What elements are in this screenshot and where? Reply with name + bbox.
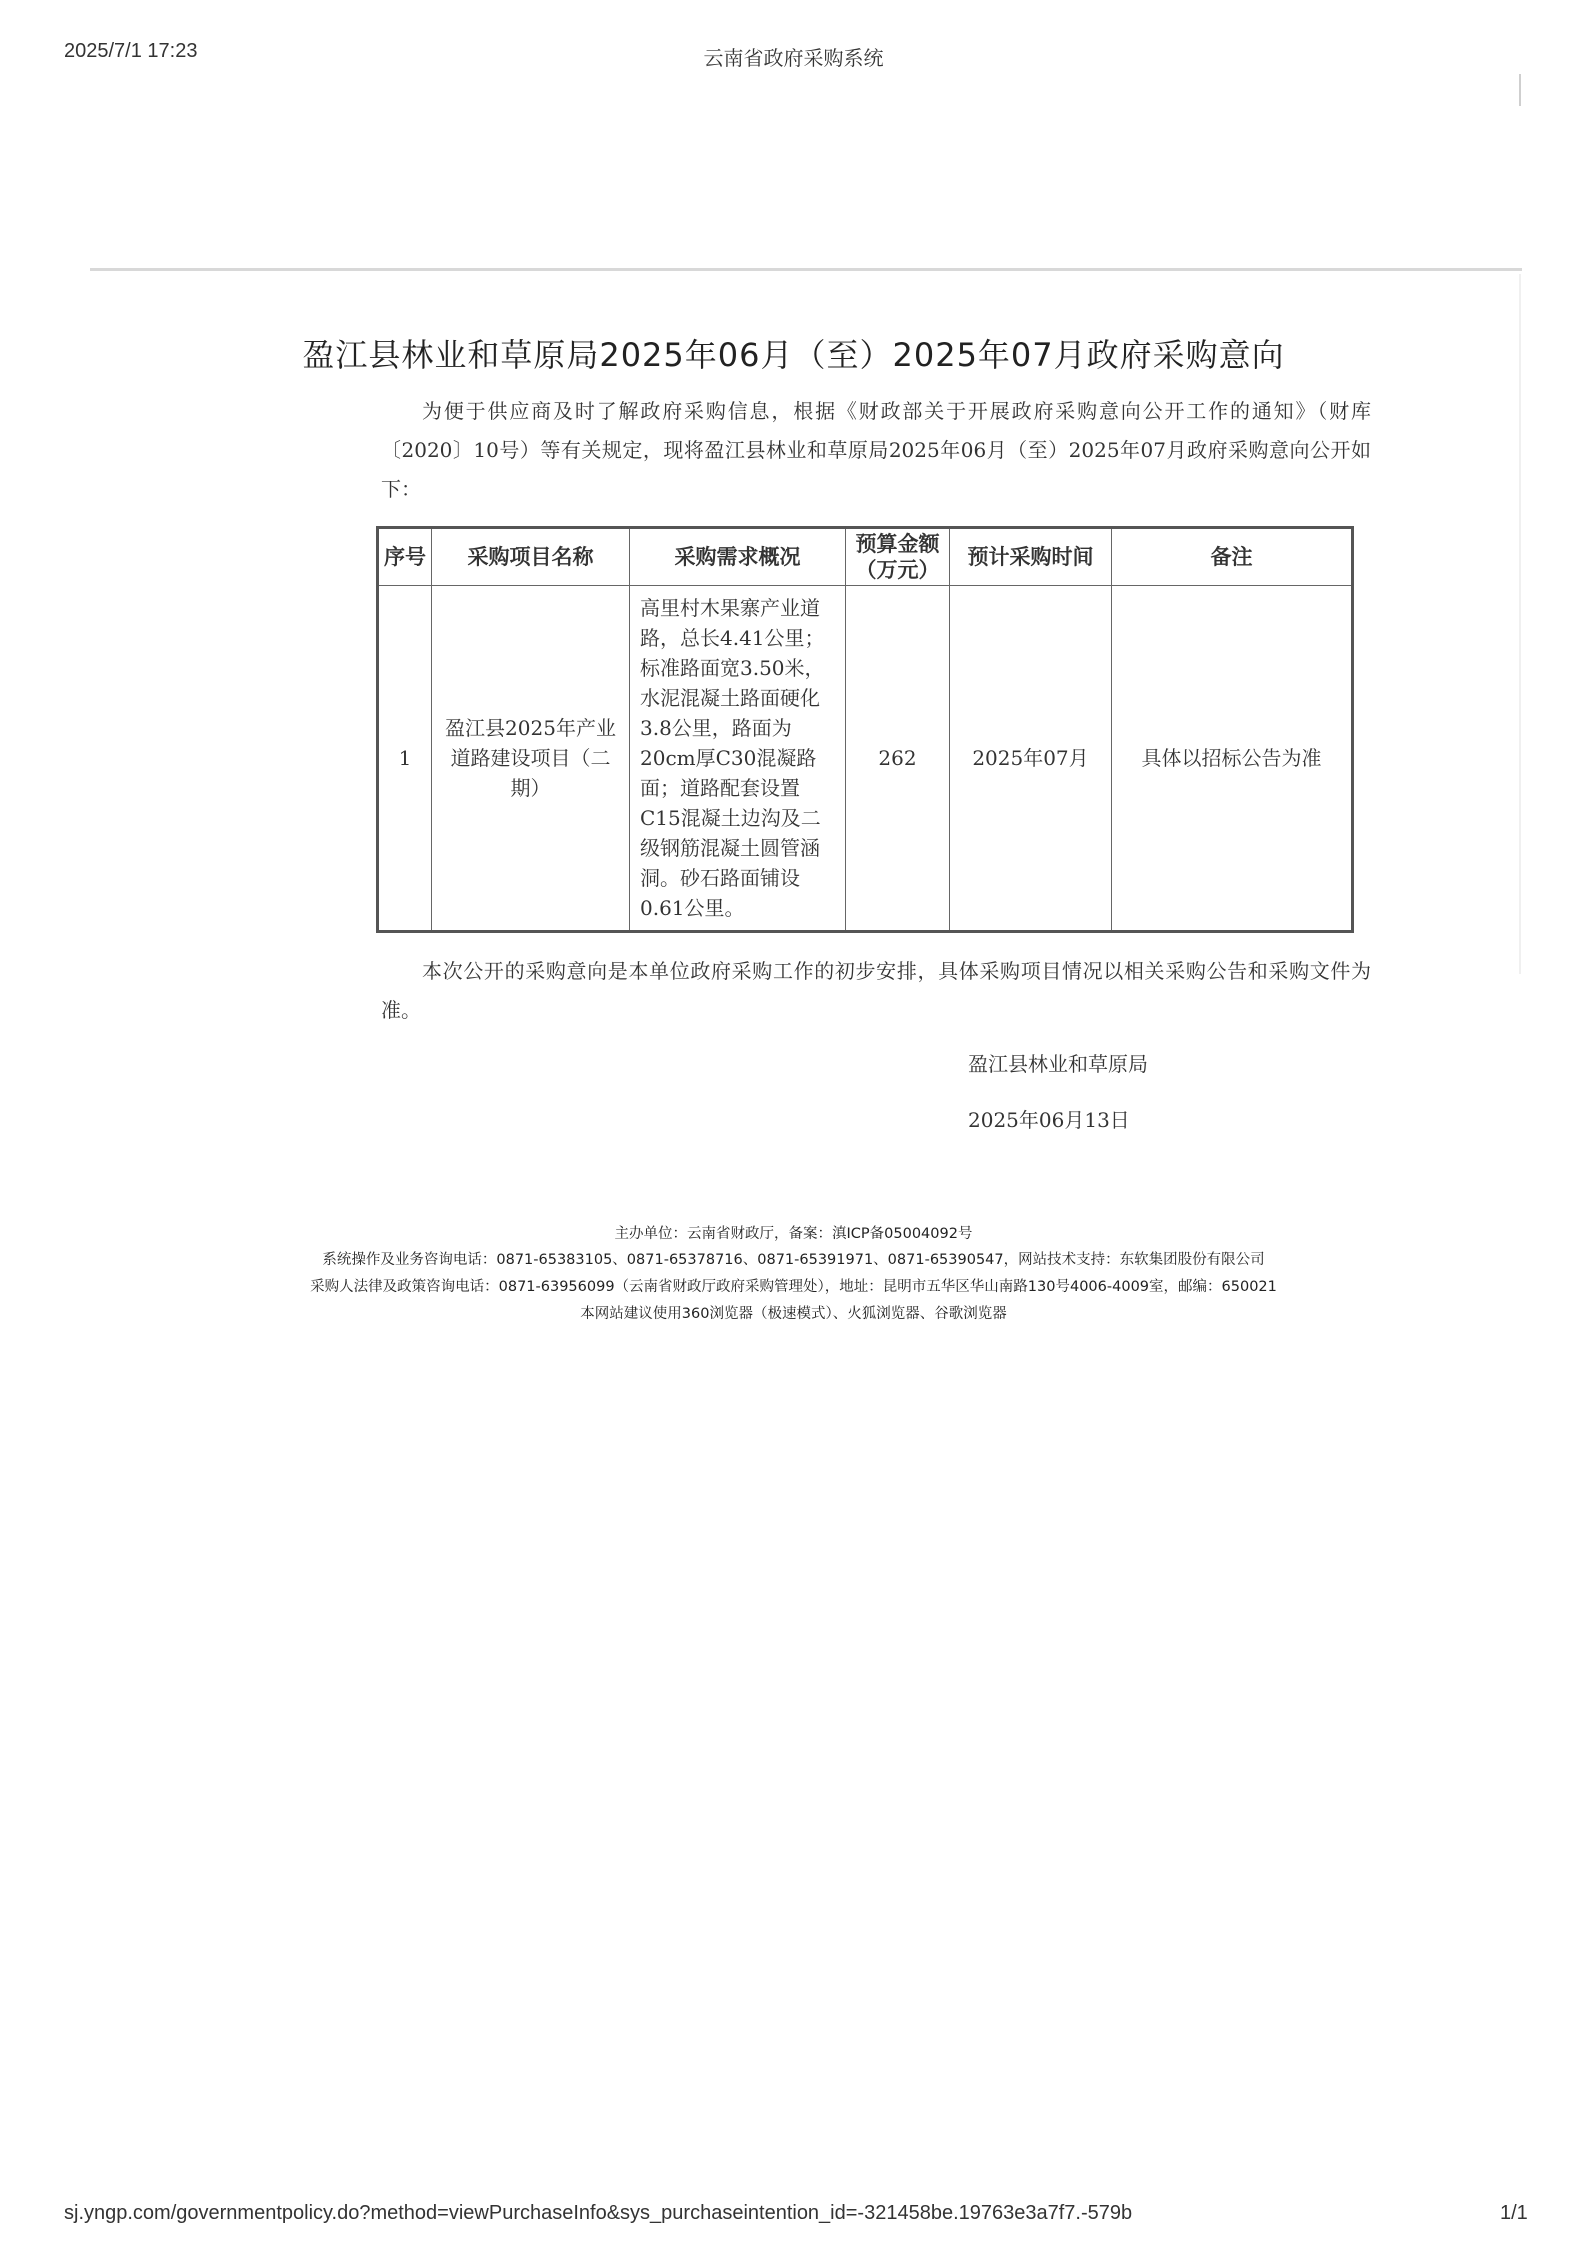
scrollbar-mark — [1519, 74, 1521, 106]
intro-paragraph: 为便于供应商及时了解政府采购信息，根据《财政部关于开展政府采购意向公开工作的通知》（财库〔2020〕10号）等有关规定，现将盈江县林业和草原局2025年06月（至）2025年07月政府采购意向公开如下： — [381, 399, 1371, 501]
table-row — [378, 586, 1353, 932]
cell-seq: 1 — [378, 586, 432, 932]
header-budget — [846, 528, 950, 586]
header-project-name: 采购项目名称 — [432, 528, 630, 586]
print-datetime: 2025/7/1 17:23 — [64, 40, 198, 62]
footer-host-info: 主办单位：云南省财政厅，备案：滇ICP备05004092号 — [614, 1226, 973, 1242]
header-budget-line2: （万元） — [855, 558, 940, 582]
print-page-url: sj.yngp.com/governmentpolicy.do?method=viewPurchaseInfo&sys_purchaseintention_id=-321458be.19763e3a7f7.-579b — [64, 2202, 1133, 2224]
cell-time: 2025年07月 — [950, 586, 1112, 932]
cell-budget: 262 — [846, 586, 950, 932]
footer-legal-contact: 采购人法律及政策咨询电话：0871-63956099（云南省财政厅政府采购管理处），地址：昆明市五华区华山南路130号4006-4009室，邮编：650021 — [310, 1279, 1277, 1295]
procurement-table — [376, 526, 1354, 933]
print-site-title: 云南省政府采购系统 — [703, 46, 884, 70]
header-divider — [90, 268, 1522, 271]
footer-support-phones: 系统操作及业务咨询电话：0871-65383105、0871-65378716、0871-65391971、0871-65390547，网站技术支持：东软集团股份有限公司 — [322, 1252, 1265, 1268]
header-budget-line1: 预算金额 — [855, 532, 940, 556]
signature-date: 2025年06月13日 — [968, 1108, 1130, 1132]
header-time: 预计采购时间 — [950, 528, 1112, 586]
header-seq: 序号 — [378, 528, 432, 586]
cell-project-name: 盈江县2025年产业道路建设项目（二期） — [432, 586, 630, 932]
table-header-row — [378, 528, 1353, 586]
closing-paragraph: 本次公开的采购意向是本单位政府采购工作的初步安排，具体采购项目情况以相关采购公告和采购文件为准。 — [381, 959, 1371, 1022]
print-page-count: 1/1 — [1500, 2202, 1528, 2224]
content-edge — [1519, 274, 1521, 974]
cell-remark: 具体以招标公告为准 — [1112, 586, 1353, 932]
signature-org: 盈江县林业和草原局 — [968, 1052, 1148, 1076]
header-requirement: 采购需求概况 — [630, 528, 846, 586]
header-remark: 备注 — [1112, 528, 1353, 586]
cell-requirement: 高里村木果寨产业道路，总长4.41公里；标准路面宽3.50米，水泥混凝土路面硬化3.8公里，路面为20cm厚C30混凝路面；道路配套设置C15混凝土边沟及二级钢筋混凝土圆管涵洞。砂石路面铺设0.61公里。 — [630, 586, 846, 932]
notice-title: 盈江县林业和草原局2025年06月（至）2025年07月政府采购意向 — [302, 336, 1285, 374]
footer-browser-tip: 本网站建议使用360浏览器（极速模式）、火狐浏览器、谷歌浏览器 — [580, 1306, 1007, 1322]
